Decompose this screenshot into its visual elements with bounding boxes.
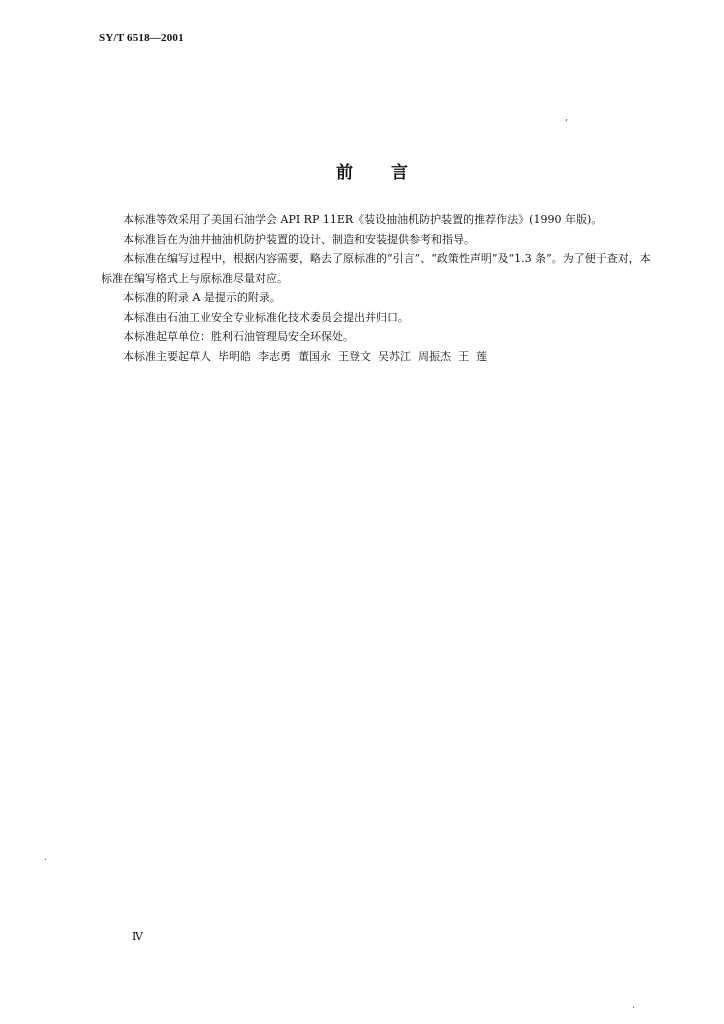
- paragraph-drafters: 本标准主要起草人 毕明皓 李志勇 董国永 王登文 吴苏江 周振杰 王 莲: [123, 349, 487, 363]
- paragraph-drafting-unit: 本标准起草单位：胜利石油管理局安全环保处。: [123, 330, 354, 343]
- paragraph-purpose: 本标准旨在为油井抽油机防护装置的设计、制造和安装提供参考和指导。: [123, 232, 475, 246]
- title-char-1: 前: [336, 163, 355, 183]
- scan-speck: .: [632, 1000, 636, 1011]
- page-number: Ⅳ: [132, 931, 143, 943]
- paragraph-adoption: 本标准等效采用了美国石油学会 API RP 11ER《装设抽油机防护装置的推荐作法》(1990 年版)。: [123, 213, 603, 226]
- page-title: [336, 158, 410, 183]
- title-char-2: 言: [391, 163, 410, 183]
- scan-speck: .: [44, 852, 48, 863]
- paragraph-omissions: 本标准在编写过程中，根据内容需要，略去了原标准的“引言”、“政策性声明”及“1.3 条”。为了便于查对，本标准在编写格式上与原标准尽量对应。: [101, 252, 651, 285]
- paragraph-appendix: 本标准的附录 A 是提示的附录。: [123, 291, 281, 304]
- standard-code: SY/T 6518—2001: [99, 32, 184, 44]
- paragraph-proposer: 本标准由石油工业安全专业标准化技术委员会提出并归口。: [123, 310, 409, 324]
- foreword-body: [101, 210, 661, 366]
- scan-speck: ,: [565, 112, 569, 123]
